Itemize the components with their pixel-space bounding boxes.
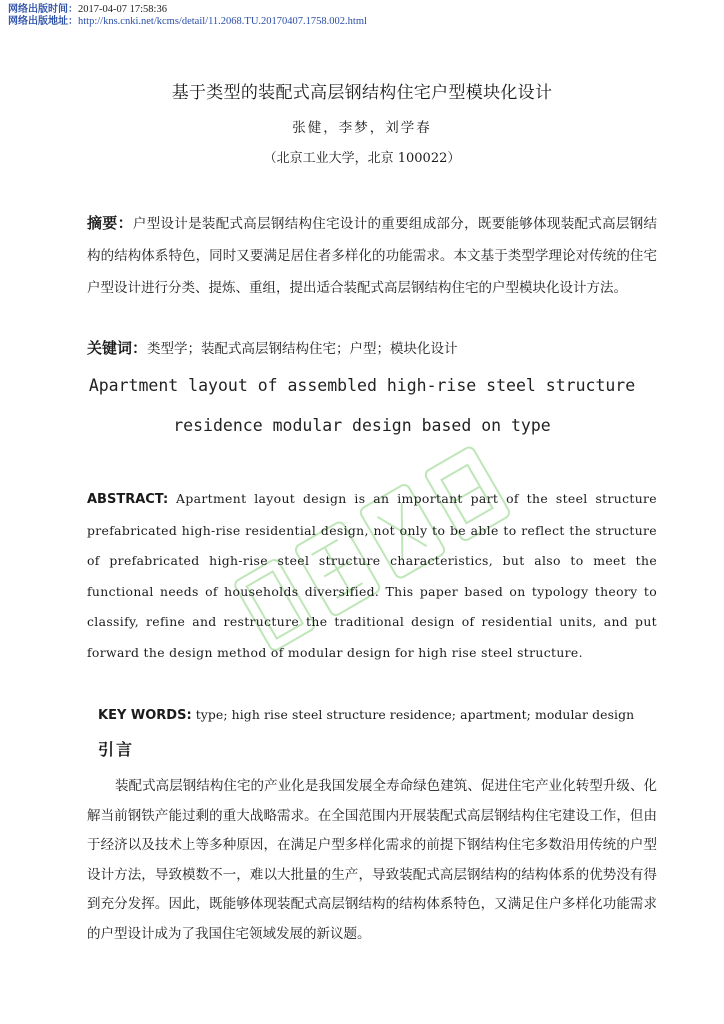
publish-url-link[interactable]: http://kns.cnki.net/kcms/detail/11.2068.TU.20170407.1758.002.html — [78, 16, 367, 27]
abstract-cn-label: 摘要： — [87, 214, 133, 232]
abstract-en-label: ABSTRACT: — [87, 492, 169, 507]
publish-url-label: 网络出版地址： — [8, 16, 78, 27]
paper-affiliation: （北京工业大学，北京 100022） — [263, 151, 461, 166]
keywords-cn — [87, 334, 657, 363]
intro-paragraph: 装配式高层钢结构住宅的产业化是我国发展全寿命绿色建筑、促进住宅产业化转型升级、化解当前钢铁产能过剩的重大战略需求。在全国范围内开展装配式高层钢结构住宅建设工作，但由于经济以及技术上等多种原因，在满足户型多样化需求的前提下钢结构住宅多数沿用传统的户型设计方法，导致模数不一，难以大批量的生产，导致装配式高层钢结构的结构体系的优势没有得到充分发挥。因此，既能够体现装配式高层钢结构的结构体系特色，又满足住户多样化功能需求的户型设计成为了我国住宅领域发展的新议题。 — [87, 778, 657, 942]
keywords-cn-label: 关键词： — [87, 339, 148, 357]
section-heading-intro: 引言 — [98, 740, 135, 759]
title-en-line-2: residence modular design based on type — [173, 416, 551, 435]
keywords-en — [98, 704, 658, 727]
abstract-en-text: Apartment layout design is an important part of the steel structure prefabricated high-rise residential design, not only to be able to reflect the structure of prefabricated high-rise steel structure characteristics, but also to meet the functional needs of households diversified. This paper based on typology theory to classify, refine and restructure the traditional design of residential units, and put forward the design method of modular design for high rise steel structure. — [87, 491, 657, 660]
publish-time-label: 网络出版时间： — [8, 4, 78, 15]
keywords-en-label: KEY WORDS: — [98, 708, 192, 723]
keywords-en-text: type; high rise steel structure residence; apartment; modular design — [195, 707, 635, 722]
title-en-line-1: Apartment layout of assembled high-rise steel structure — [88, 376, 636, 395]
paper-title: 基于类型的装配式高层钢结构住宅户型模块化设计 — [171, 83, 553, 103]
keywords-cn-text: 类型学；装配式高层钢结构住宅；户型；模块化设计 — [147, 341, 458, 357]
publish-time-value: 2017-04-07 17:58:36 — [78, 4, 167, 15]
publish-url-line — [8, 15, 367, 28]
paper-authors: 张健，李梦，刘学春 — [292, 120, 432, 136]
abstract-en — [87, 484, 657, 668]
abstract-cn-text: 户型设计是装配式高层钢结构住宅设计的重要组成部分，既要能够体现装配式高层钢结构的结构体系特色，同时又要满足居住者多样化的功能需求。本文基于类型学理论对传统的住宅户型设计进行分类、提炼、重组，提出适合装配式高层钢结构住宅的户型模块化设计方法。 — [87, 216, 657, 296]
abstract-cn — [87, 207, 657, 304]
